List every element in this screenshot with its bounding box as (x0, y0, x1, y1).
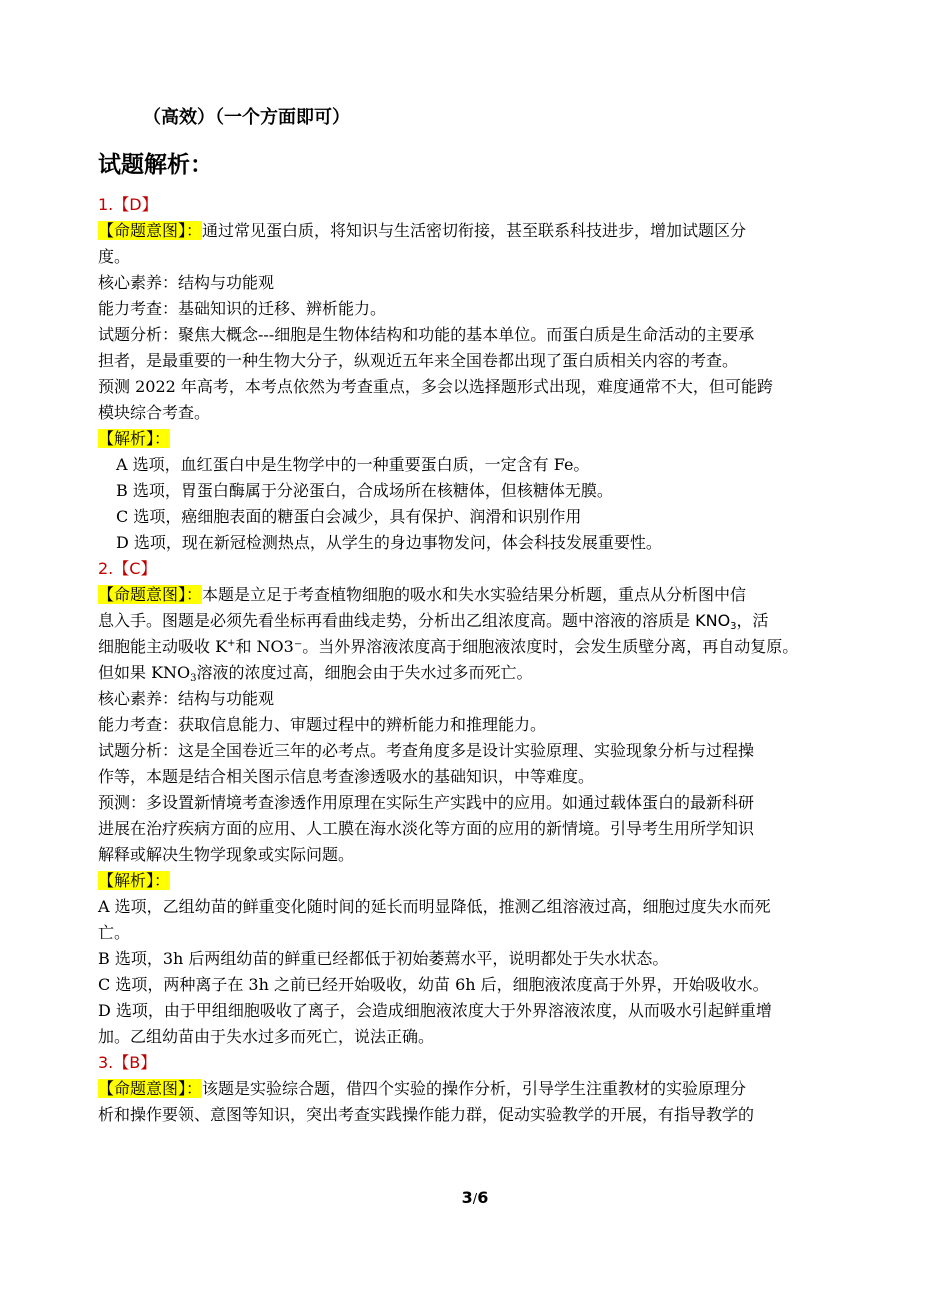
q1-explain-label-line (98, 427, 170, 451)
q1-intent-text: 通过常见蛋白质，将知识与生活密切衔接，甚至联系科技进步，增加试题区分 (202, 221, 747, 240)
section-title: 试题解析： (98, 152, 213, 178)
q2-analysis-1: 试题分析：这是全国卷近三年的必考点。考查角度多是设计实验原理、实验现象分析与过程操 (98, 741, 755, 760)
page-current: 3 (461, 1188, 473, 1207)
q2-option-b: B 选项，3h 后两组幼苗的鲜重已经都低于初始萎蔫水平，说明都处于失水状态。 (98, 949, 669, 968)
q2-predict-1: 预测：多设置新情境考查渗透作用原理在实际生产实践中的应用。如通过载体蛋白的最新科研 (98, 793, 755, 812)
q3-intent-label: 【命题意图】： (98, 1079, 203, 1098)
q1-intent-cont: 度。 (98, 247, 131, 266)
q1-number: 1.【D】 (98, 195, 158, 214)
q2-intent-text-4b: 溶液的浓度过高，细胞会由于失水过多而死亡。 (196, 663, 533, 682)
page-total: 6 (477, 1188, 489, 1207)
q1-explain-label: 【解析】： (98, 429, 171, 448)
q2-option-a-1: A 选项，乙组幼苗的鲜重变化随时间的延长而明显降低，推测乙组溶液过高，细胞过度失水而死 (98, 897, 771, 916)
superscript: + (227, 638, 236, 649)
q2-intent-text-4a: 但如果 KNO (98, 663, 191, 682)
q3-intent-cont: 析和操作要领、意图等知识，突出考查实践操作能力群，促动实验教学的开展，有指导教学的 (98, 1105, 755, 1124)
kno3-formula: KNO (695, 611, 731, 630)
q2-intent-label: 【命题意图】： (98, 585, 203, 604)
q2-intent-line-4 (98, 661, 533, 685)
q2-intent-text-3b: 和 NO3⁻。当外界溶液浓度高于细胞液浓度时，会发生质壁分离，再自动复原。 (235, 637, 799, 656)
q2-intent-text-2-end: ，活 (736, 611, 769, 630)
q3-number: 3.【B】 (98, 1053, 157, 1072)
q3-intent-text: 该题是实验综合题，借四个实验的操作分析，引导学生注重教材的实验原理分 (202, 1079, 747, 1098)
q1-core: 核心素养：结构与功能观 (98, 273, 275, 292)
q1-option-d: D 选项，现在新冠检测热点，从学生的身边事物发问，体会科技发展重要性。 (116, 533, 662, 552)
q2-predict-2: 进展在治疗疾病方面的应用、人工膜在海水淡化等方面的应用的新情境。引导考生用所学知识 (98, 819, 755, 838)
q2-option-d-1: D 选项，由于甲组细胞吸收了离子，会造成细胞液浓度大于外界溶液浓度，从而吸水引起鲜重增 (98, 1001, 772, 1020)
q2-option-d-2: 加。乙组幼苗由于失水过多而死亡，说法正确。 (98, 1027, 435, 1046)
q1-analysis-2: 担者，是最重要的一种生物大分子，纵观近五年来全国卷都出现了蛋白质相关内容的考查。 (98, 351, 739, 370)
q2-intent-text: 本题是立足于考查植物细胞的吸水和失水实验结果分析题，重点从分析图中信 (202, 585, 747, 604)
q2-explain-label: 【解析】： (98, 871, 171, 890)
q1-option-c: C 选项，癌细胞表面的糖蛋白会减少，具有保护、润滑和识别作用 (116, 507, 582, 526)
q1-intent-label: 【命题意图】： (98, 221, 203, 240)
top-note: （高效）（一个方面即可） (143, 107, 350, 128)
subscript: 3 (730, 621, 737, 632)
q1-predict-2: 模块综合考查。 (98, 403, 211, 422)
q2-intent-text-3a: 细胞能主动吸收 K (98, 637, 228, 656)
q1-analysis-1: 试题分析：聚焦大概念---细胞是生物体结构和功能的基本单位。而蛋白质是生命活动的主要承 (98, 325, 755, 344)
subscript: 3 (190, 673, 197, 684)
q2-number: 2.【C】 (98, 559, 157, 578)
q2-option-c: C 选项，两种离子在 3h 之前已经开始吸收，幼苗 6h 后，细胞液浓度高于外界，开始吸收水。 (98, 975, 769, 994)
q2-option-a-2: 亡。 (98, 923, 131, 942)
q2-intent-line-3 (98, 635, 798, 659)
q2-analysis-2: 作等，本题是结合相关图示信息考查渗透吸水的基础知识，中等难度。 (98, 767, 595, 786)
q1-option-a: A 选项，血红蛋白中是生物学中的一种重要蛋白质，一定含有 Fe。 (116, 455, 590, 474)
q2-intent-text-2: 息入手。图题是必须先看坐标再看曲线走势，分析出乙组浓度高。题中溶液的溶质是 (98, 611, 691, 630)
q1-ability: 能力考查：基础知识的迁移、辨析能力。 (98, 299, 387, 318)
page-number (0, 1188, 950, 1207)
q1-predict-1: 预测 2022 年高考，本考点依然为考查重点，多会以选择题形式出现，难度通常不大，但可能跨 (98, 377, 773, 396)
q2-intent-line (98, 583, 746, 607)
q2-predict-3: 解释或解决生物学现象或实际问题。 (98, 845, 355, 864)
q2-explain-label-line (98, 869, 170, 893)
q2-ability: 能力考查：获取信息能力、审题过程中的辨析能力和推理能力。 (98, 715, 547, 734)
q1-intent-line (98, 219, 746, 243)
q2-core: 核心素养：结构与功能观 (98, 689, 275, 708)
q1-option-b: B 选项，胃蛋白酶属于分泌蛋白，合成场所在核糖体，但核糖体无膜。 (116, 481, 613, 500)
q3-intent-line (98, 1077, 746, 1101)
page-separator: / (472, 1192, 478, 1207)
q2-intent-line-2 (98, 609, 769, 633)
